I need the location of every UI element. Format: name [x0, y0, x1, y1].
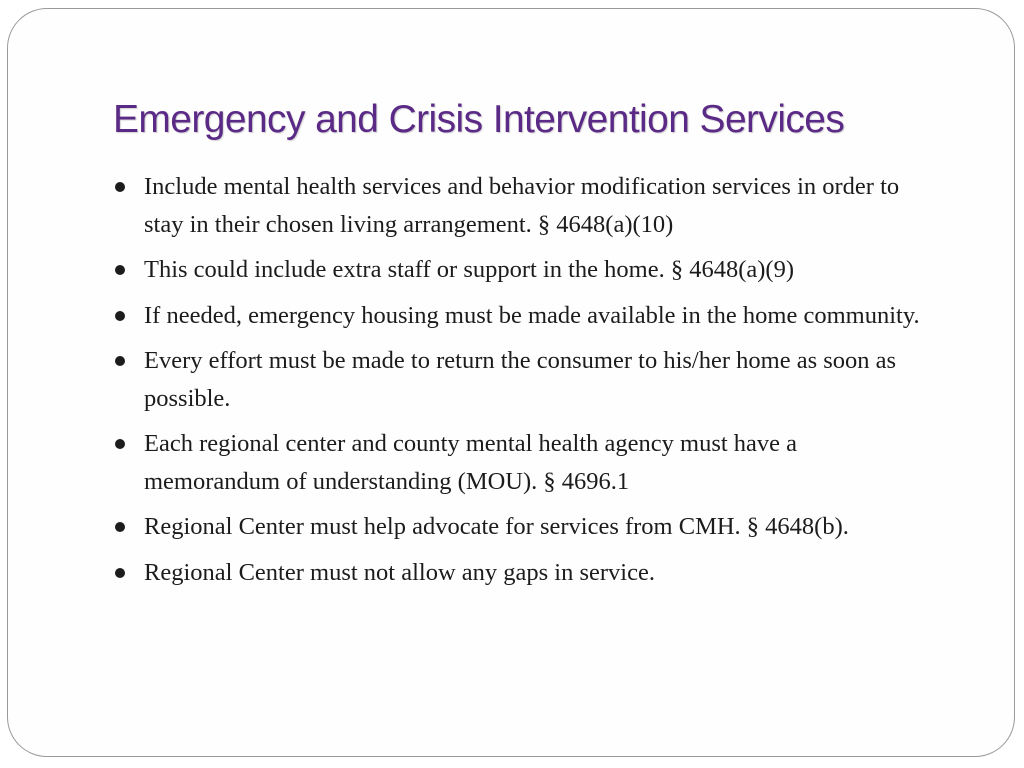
bullet-text: Include mental health services and behavior modification services in order to stay in their chosen living arrangement. § 4648(a)(10) — [144, 173, 900, 238]
bullet-text: Every effort must be made to return the consumer to his/her home as soon as possible. — [144, 347, 897, 412]
bullet-text: Regional Center must help advocate for services from CMH. § 4648(b). — [144, 513, 849, 540]
bullet-dot-icon — [115, 265, 125, 275]
bullet-item — [113, 168, 933, 243]
bullet-dot-icon — [115, 311, 125, 321]
bullet-dot-icon — [115, 439, 125, 449]
bullet-list — [113, 168, 933, 599]
bullet-text: Each regional center and county mental health agency must have a memorandum of understanding (MOU). § 4696.1 — [144, 430, 798, 495]
bullet-item — [113, 342, 933, 417]
bullet-dot-icon — [115, 568, 125, 578]
bullet-dot-icon — [115, 356, 125, 366]
bullet-item — [113, 297, 933, 335]
bullet-dot-icon — [115, 182, 125, 192]
bullet-item — [113, 508, 933, 546]
bullet-item — [113, 251, 933, 289]
bullet-item — [113, 425, 933, 500]
bullet-item — [113, 554, 933, 592]
slide-title: Emergency and Crisis Intervention Services — [113, 98, 845, 141]
bullet-text: Regional Center must not allow any gaps in service. — [144, 558, 655, 586]
bullet-text: If needed, emergency housing must be made available in the home community. — [144, 301, 920, 329]
bullet-text: This could include extra staff or support in the home. § 4648(a)(9) — [144, 256, 794, 283]
bullet-dot-icon — [115, 522, 125, 532]
